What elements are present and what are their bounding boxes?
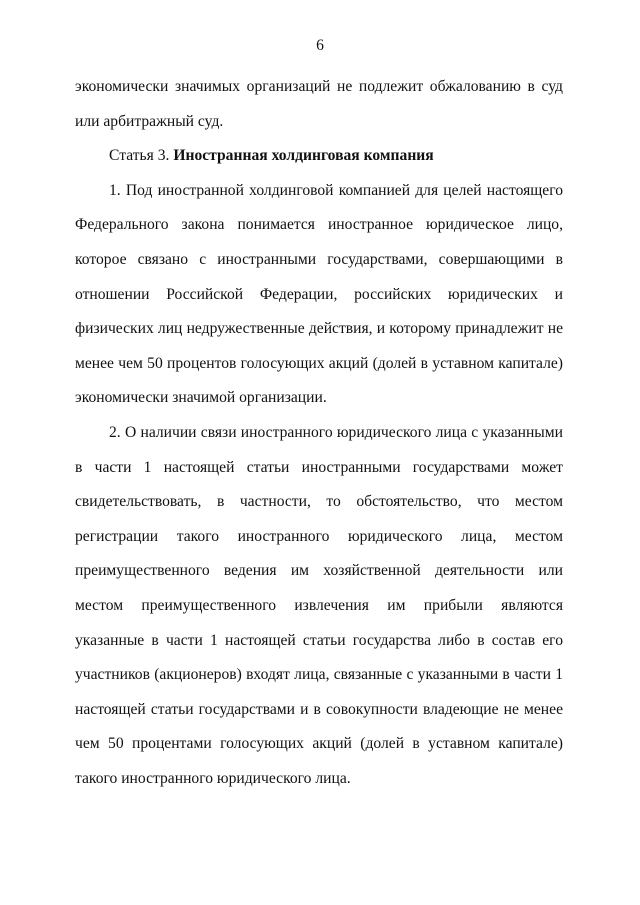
paragraph-1: 1. Под иностранной холдинговой компанией для целей настоящего Федерального закона понимается иностранное юридическое лицо, которое связано с иностранными государствами, совершающими в отношении Российской Федерации, российских юридических и физических лиц недружественные действия, и которому принадлежит не менее чем 50 процентов голосующих акций (долей в уставном капитале) экономически значимой организации. bbox=[75, 181, 563, 407]
article-heading bbox=[75, 139, 563, 174]
document-body bbox=[75, 70, 563, 796]
article-title: Иностранная холдинговая компания bbox=[173, 147, 434, 165]
paragraph-2: 2. О наличии связи иностранного юридического лица с указанными в части 1 настоящей статьи иностранными государствами может свидетельствовать, в частности, то обстоятельство, что местом регистрации такого иностранного юридического лица, местом преимущественного ведения им хозяйственной деятельности или местом преимущественного извлечения им прибыли являются указанные в части 1 настоящей статьи государства либо в состав его участников (акционеров) входят лица, связанные с указанными в части 1 настоящей статьи государствами и в совокупности владеющие не менее чем 50 процентами голосующих акций (долей в уставном капитале) такого иностранного юридического лица. bbox=[75, 423, 563, 787]
page-number: 6 bbox=[316, 37, 324, 54]
continuation-paragraph: экономически значимых организаций не подлежит обжалованию в суд или арбитражный суд. bbox=[75, 78, 563, 130]
article-number: Статья 3. bbox=[109, 147, 170, 165]
